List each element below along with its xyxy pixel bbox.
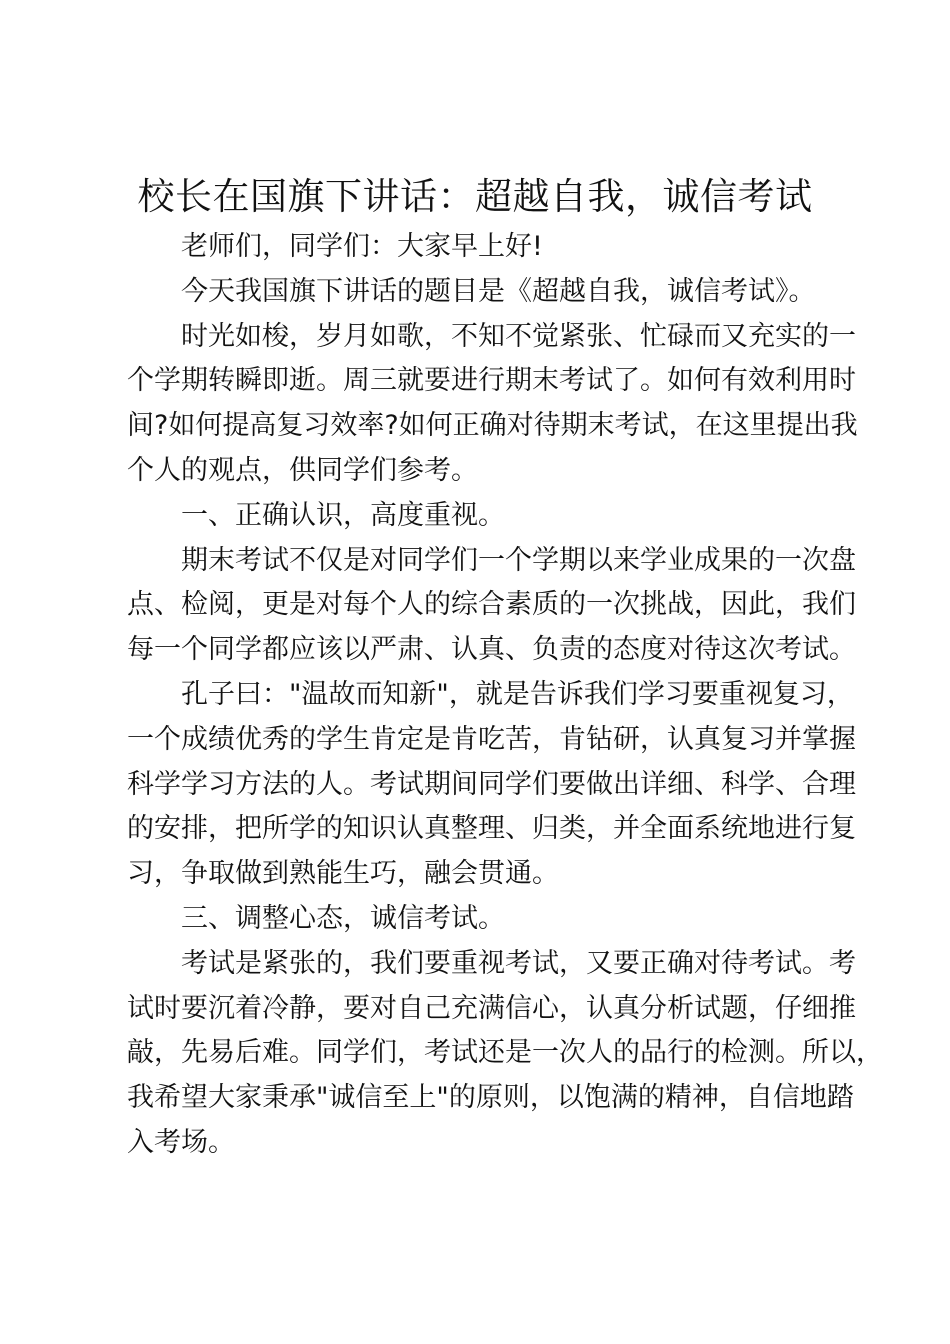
- paragraph-line: 的安排，把所学的知识认真整理、归类，并全面系统地进行复: [127, 813, 856, 845]
- topic-line: 今天我国旗下讲话的题目是《超越自我，诚信考试》。: [181, 275, 816, 307]
- paragraph-line: 敲，先易后难。同学们，考试还是一次人的品行的检测。所以，: [127, 1037, 883, 1069]
- section-heading: 三、调整心态，诚信考试。: [181, 902, 505, 934]
- paragraph-line: 一个成绩优秀的学生肯定是肯吃苦，肯钻研，认真复习并掌握: [127, 723, 856, 755]
- paragraph-line: 习，争取做到熟能生巧，融会贯通。: [127, 858, 559, 890]
- paragraph-line: 入考场。: [127, 1126, 235, 1158]
- paragraph-line: 考试是紧张的，我们要重视考试，又要正确对待考试。考: [181, 947, 856, 979]
- paragraph-line: 间?如何提高复习效率?如何正确对待期末考试，在这里提出我: [127, 410, 858, 442]
- paragraph-line: 时光如梭，岁月如歌，不知不觉紧张、忙碌而又充实的一: [181, 320, 856, 352]
- paragraph-line: 每一个同学都应该以严肃、认真、负责的态度对待这次考试。: [127, 634, 856, 666]
- section-heading: 一、正确认识，高度重视。: [181, 499, 505, 531]
- paragraph-line: 孔子曰："温故而知新"，就是告诉我们学习要重视复习，: [181, 678, 854, 710]
- document-title: 校长在国旗下讲话：超越自我，诚信考试: [137, 175, 813, 218]
- greeting-line: 老师们，同学们：大家早上好!: [181, 231, 543, 262]
- document-body: [127, 225, 883, 1166]
- paragraph-line: 个学期转瞬即逝。周三就要进行期末考试了。如何有效利用时: [127, 365, 856, 397]
- paragraph-line: 试时要沉着冷静，要对自己充满信心，认真分析试题，仔细推: [127, 992, 856, 1024]
- paragraph-line: 我希望大家秉承"诚信至上"的原则，以饱满的精神，自信地踏: [127, 1082, 854, 1114]
- paragraph-line: 点、检阅，更是对每个人的综合素质的一次挑战，因此，我们: [127, 589, 856, 621]
- paragraph-line: 科学学习方法的人。考试期间同学们要做出详细、科学、合理: [127, 768, 856, 800]
- paragraph-line: 个人的观点，供同学们参考。: [127, 454, 478, 486]
- paragraph-line: 期末考试不仅是对同学们一个学期以来学业成果的一次盘: [181, 544, 856, 576]
